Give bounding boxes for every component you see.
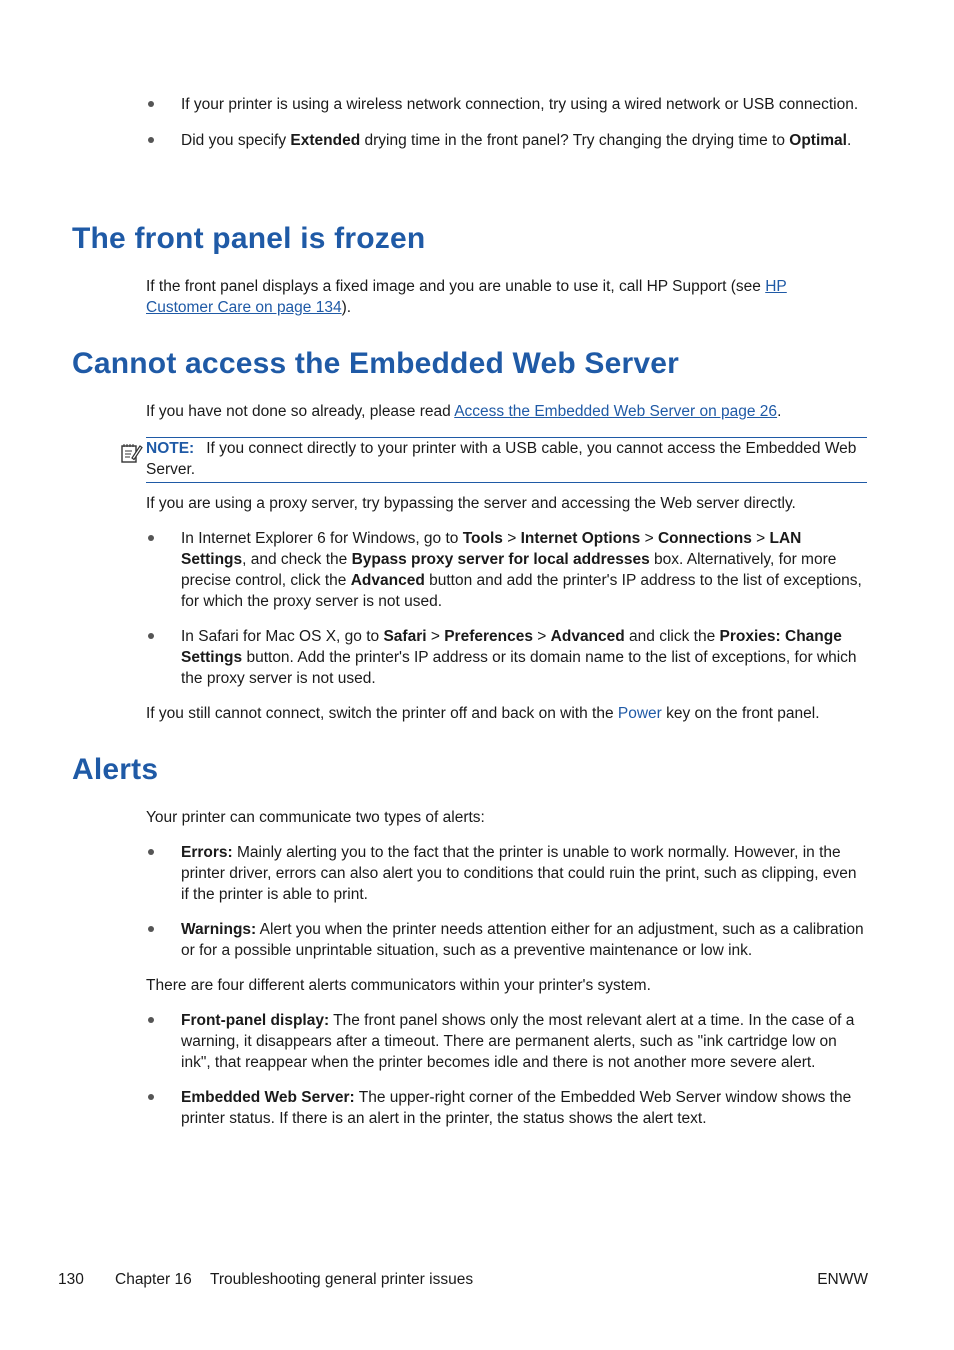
bullet-text: , and check the xyxy=(242,551,352,568)
bullet-icon xyxy=(148,849,154,855)
alert-communicators-list xyxy=(146,1010,868,1129)
bold-term: Tools xyxy=(462,530,503,547)
bold-term: Warnings: xyxy=(181,921,257,938)
note-text: If you connect directly to your printer with a USB cable, you cannot access the Embedded Web Server. xyxy=(146,440,857,478)
list-item xyxy=(146,842,868,905)
paragraph-text: . xyxy=(777,403,782,420)
bold-term: Advanced xyxy=(550,628,625,645)
power-key-label: Power xyxy=(617,705,662,722)
section1-paragraph xyxy=(146,276,806,318)
bold-term: Safari xyxy=(383,628,427,645)
bullet-text: If your printer is using a wireless network connection, try using a wired network or USB connection. xyxy=(181,96,859,113)
note-pencil-icon xyxy=(119,441,143,465)
bullet-text: > xyxy=(426,628,445,645)
footer-locale: ENWW xyxy=(817,1271,868,1288)
bullet-text: > xyxy=(751,530,770,547)
list-item xyxy=(146,94,868,115)
bold-term: Errors: xyxy=(181,844,233,861)
page-number: 130 xyxy=(58,1271,84,1288)
section2-paragraph-3 xyxy=(146,703,868,724)
section3-paragraph-2: There are four different alerts communicators within your printer's system. xyxy=(146,977,651,994)
bullet-text: In Internet Explorer 6 for Windows, go to xyxy=(181,530,463,547)
bullet-text: The front panel shows only the most relevant alert at a time. In the case of a warning, it disappears after a timeout. There are permanent alerts, such as "ink cartridge low on ink", that reappear when the printer becomes idle and there is not another more severe alert. xyxy=(181,1012,855,1071)
bullet-text: button and add the printer's IP address to the list of exceptions, for which the proxy server is not used. xyxy=(181,572,862,610)
alert-types-list xyxy=(146,842,868,961)
bullet-text: > xyxy=(502,530,521,547)
bold-term: Proxies: Change Settings xyxy=(181,628,842,666)
paragraph-text: key on the front panel. xyxy=(661,705,820,722)
section-heading-cannot-access-ews: Cannot access the Embedded Web Server xyxy=(72,347,680,380)
footer-chapter: Chapter 16 xyxy=(115,1271,192,1288)
list-item xyxy=(146,1087,868,1129)
bold-term: LAN Settings xyxy=(181,530,802,568)
list-item xyxy=(146,1010,868,1073)
bold-term: Connections xyxy=(657,530,752,547)
bullet-text: > xyxy=(640,530,658,547)
list-item xyxy=(146,528,868,612)
bold-term: Internet Options xyxy=(520,530,641,547)
intro-bullet-list xyxy=(146,94,868,151)
footer-chapter-title: Troubleshooting general printer issues xyxy=(210,1271,474,1288)
bold-term: Optimal xyxy=(789,132,847,149)
section3-paragraph-1: Your printer can communicate two types of alerts: xyxy=(146,809,485,826)
list-item xyxy=(146,130,868,151)
bold-term: Advanced xyxy=(350,572,425,589)
bullet-icon xyxy=(148,1094,154,1100)
access-ews-link[interactable]: Access the Embedded Web Server on page 26 xyxy=(454,403,778,420)
hp-customer-care-link[interactable]: HP Customer Care on page 134 xyxy=(146,278,787,316)
bullet-text: Alert you when the printer needs attention either for an adjustment, such as a calibration or for a possible unprintable situation, such as a preventive maintenance or low ink. xyxy=(181,921,864,959)
bold-term: Front-panel display: xyxy=(181,1012,330,1029)
bullet-text: In Safari for Mac OS X, go to xyxy=(181,628,384,645)
bold-term: Preferences xyxy=(444,628,533,645)
bullet-icon xyxy=(148,1017,154,1023)
bold-term: Embedded Web Server: xyxy=(181,1089,355,1106)
bullet-text: button. Add the printer's IP address or its domain name to the list of exceptions, for which the proxy server is not used. xyxy=(181,649,857,687)
section2-paragraph-1 xyxy=(146,401,868,422)
paragraph-text: If you have not done so already, please read xyxy=(146,403,455,420)
bullet-text: The upper-right corner of the Embedded Web Server window shows the printer status. If there is an alert in the printer, the status shows the alert text. xyxy=(181,1089,852,1127)
paragraph-text: If you still cannot connect, switch the printer off and back on with the xyxy=(146,705,618,722)
bullet-text: and click the xyxy=(624,628,720,645)
list-item xyxy=(146,626,868,689)
bullet-text: Mainly alerting you to the fact that the printer is unable to work normally. However, in the printer driver, errors can also alert you to conditions that could ruin the print, such as clipping, even if the printer is able to print. xyxy=(181,844,857,903)
section-heading-front-panel-frozen: The front panel is frozen xyxy=(72,222,426,255)
bold-term: Extended xyxy=(290,132,361,149)
bullet-text: drying time in the front panel? Try changing the drying time to xyxy=(360,132,790,149)
paragraph-text: ). xyxy=(341,299,352,316)
bullet-text: . xyxy=(846,132,852,149)
bullet-text: box. Alternatively, for more precise control, click the xyxy=(181,551,837,589)
bullet-icon xyxy=(148,101,154,107)
note-label: NOTE: xyxy=(146,440,195,457)
note-box xyxy=(146,437,867,483)
list-item xyxy=(146,919,868,961)
proxy-bullet-list xyxy=(146,528,868,689)
section-heading-alerts: Alerts xyxy=(72,753,159,786)
bullet-icon xyxy=(148,137,154,143)
section2-paragraph-2: If you are using a proxy server, try bypassing the server and accessing the Web server directly. xyxy=(146,495,796,512)
bullet-text: > xyxy=(532,628,551,645)
bullet-icon xyxy=(148,535,154,541)
bold-term: Bypass proxy server for local addresses xyxy=(351,551,650,568)
bullet-icon xyxy=(148,633,154,639)
paragraph-text: If the front panel displays a fixed image and you are unable to use it, call HP Support (see xyxy=(146,278,766,295)
bullet-icon xyxy=(148,926,154,932)
bullet-text: Did you specify xyxy=(181,132,291,149)
